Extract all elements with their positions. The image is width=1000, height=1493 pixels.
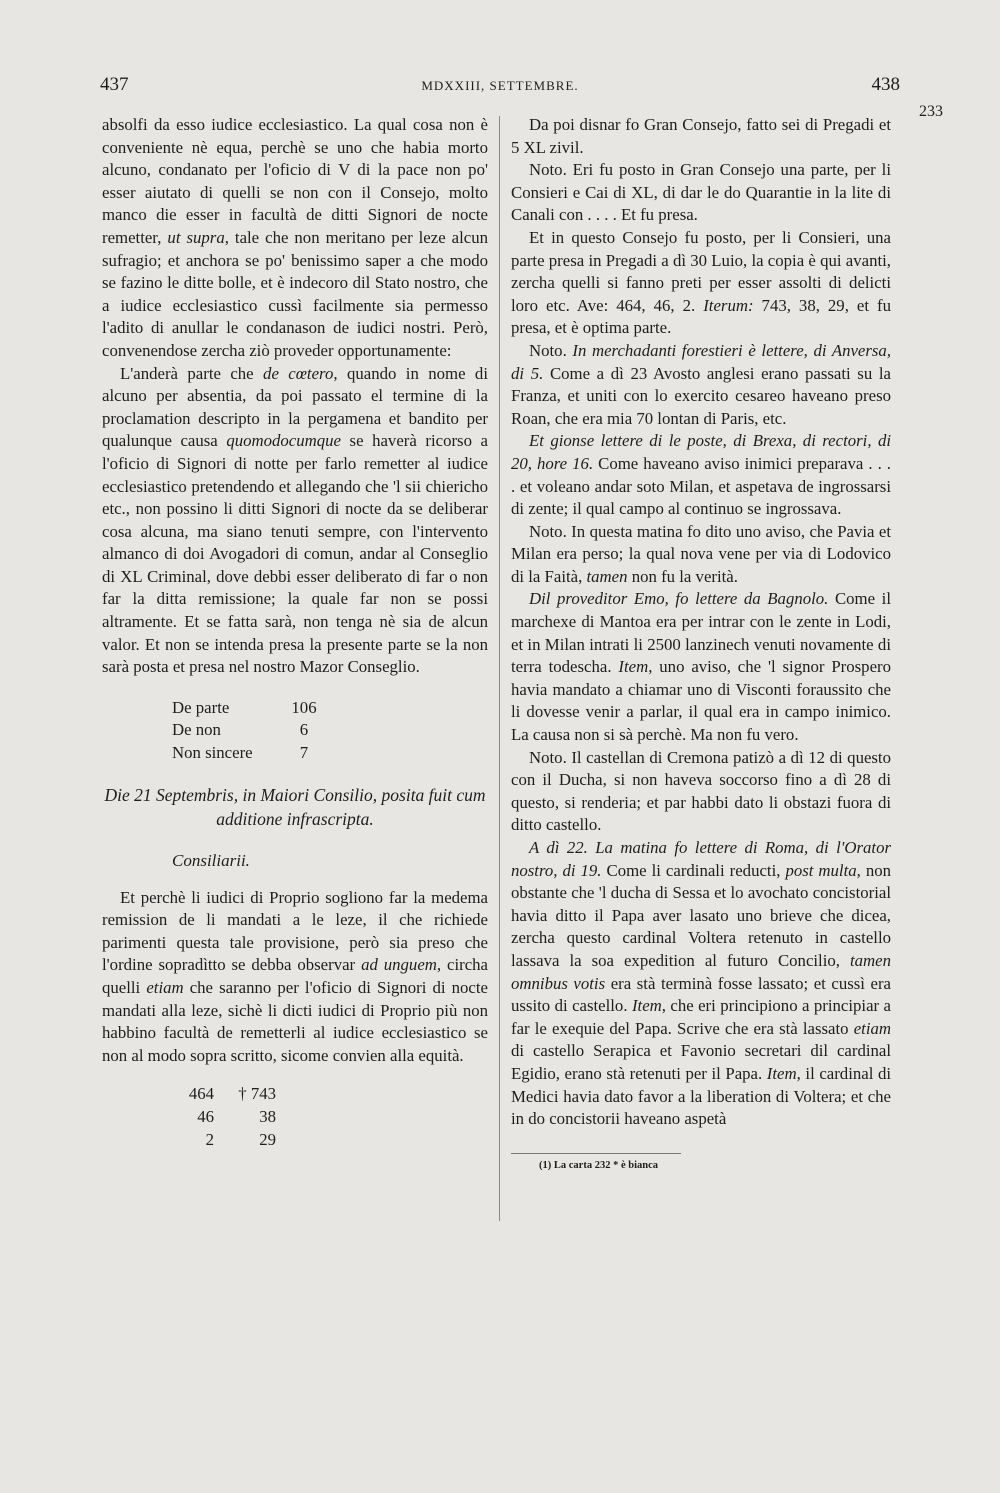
paragraph: Noto. In questa matina fo dito uno aviso, che Pavia et Milan era perso; la qual nova vene per via di Lodovico di la Faità, tamen non fu la verità. bbox=[511, 521, 891, 586]
paragraph: Et in questo Consejo fu posto, per li Consieri, una parte presa in Pregadi a dì 30 Luio, la copia è qui avanti, zercha quelli si fanno preti per esser assolti di delicti loro etc. Ave: 464, 46, 2. Iterum: 743, 38, 29, et fu presa, et è optima parte. bbox=[511, 227, 891, 338]
italic-phrase: ad unguem bbox=[361, 955, 437, 975]
italic-phrase: etiam bbox=[853, 1018, 891, 1038]
paragraph: Noto. Eri fu posto in Gran Consejo una parte, per li Consieri e Cai di XL, di dar le do Quarantie in la lite di Canali con . . . . Et fu presa. bbox=[511, 160, 891, 225]
tally-first-vote: 464 bbox=[188, 1084, 214, 1104]
tally-second-vote: † 743 bbox=[238, 1084, 276, 1104]
italic-phrase: tamen bbox=[586, 566, 628, 586]
tally-second-vote: 29 bbox=[259, 1129, 276, 1149]
vote-row bbox=[172, 742, 488, 765]
italic-phrase: tamen omnibus votis bbox=[511, 950, 891, 993]
tally-first-vote: 46 bbox=[197, 1106, 214, 1126]
italic-phrase: In merchadanti forestieri è lettere, di Anversa, di 5. bbox=[511, 340, 892, 383]
italic-phrase: Iterum: bbox=[703, 295, 754, 315]
paragraph: Noto. Il castellan di Cremona patizò a dì 12 di questo con il Ducha, si non haveva soccorso fino a dì 28 di questo, si renderia; et par habbi dato li obstazi fuora di ditto castello. bbox=[511, 747, 891, 835]
italic-phrase: Dil proveditor Emo, fo lettere da Bagnolo. bbox=[529, 589, 829, 609]
italic-phrase: etiam bbox=[146, 978, 184, 997]
italic-phrase: de cœtero bbox=[263, 363, 334, 383]
vote-count: 6 bbox=[299, 720, 309, 740]
vote-row bbox=[172, 719, 488, 742]
vote-count: 106 bbox=[291, 697, 317, 717]
vote-row bbox=[172, 697, 488, 720]
vote-label: De parte bbox=[172, 697, 230, 717]
decree-paragraph: Et perchè li iudici di Proprio sogliono far la medema remission de li mandati a le leze, il che richiede parimenti questa tale provisione, però sia preso che l'ordine sopradìtto se debba observar ad unguem, circha quelli etiam che saranno per l'oficio di Signori di nocte mandati alla leze, sichè li dicti iudici di Proprio più non habbino facultà de remetterli al iudice ecclesiastico se non al modo sopra scritto, sicome convien alla equità. bbox=[102, 887, 488, 1065]
italic-phrase: quomodocumque bbox=[226, 431, 341, 451]
italic-phrase: ut supra bbox=[167, 227, 225, 247]
running-header bbox=[100, 74, 900, 104]
right-column bbox=[511, 114, 891, 1171]
paragraph: Da poi disnar fo Gran Consejo, fatto sei di Pregadi et 5 XL zivil. bbox=[511, 115, 891, 157]
tally-first-vote: 2 bbox=[205, 1129, 214, 1149]
paragraph: Noto. In merchadanti forestieri è lettere, di Anversa, di 5. Come a dì 23 Avosto anglesi erano passati su la Franza, et uniti con lo exercito cesareo haveano preso Roan, che era mia 70 lontan di Paris, etc. bbox=[511, 340, 892, 428]
left-page-number: 437 bbox=[100, 74, 129, 95]
tally-row bbox=[174, 1083, 488, 1106]
italic-phrase: Et gionse lettere di le poste, di Brexa, di rectori, di 20, hore 16. bbox=[511, 431, 891, 473]
paragraph: absolfi da esso iudice ecclesiastico. La qual cosa non è conveniente nè equa, perchè se uno che habia morto alcuno, condanato per l'oficio di V di la pace non po' esser aiutato di quelli se non con il Consejo, molto manco die esser in facultà de ditti Signori de nocte remetter, ut supra, tale che non meritano per leze alcun sufragio; et anchora se po' benissimo saper a che modo se fazino le ditte bolle, et è indecoro dil Stato nostro, che a iudice ecclesiastico cussì facilmente sia permesso l'adito di anullar le condanason de iudici nostri. Però, convenendose zercha ziò proveder opportunamente: bbox=[102, 115, 488, 360]
paragraph: Dil proveditor Emo, fo lettere da Bagnolo. Come il marchexe di Mantoa era per intrar con le zente in Lodi, et in Milan intrati li 2500 lanzinech venuti novamente di terra todescha. Item, uno aviso, che 'l signor Prospero havia mandato a chiamar uno di Visconti foraussito che li dovesse venir a parlar, il qual era in campo inimico. La causa non si sà perchè. Ma non fu vero. bbox=[511, 589, 891, 745]
footnote: (1) La carta 232 * è bianca bbox=[539, 1159, 658, 1171]
tally-second-vote: 38 bbox=[259, 1106, 276, 1126]
italic-phrase: Item bbox=[766, 1063, 797, 1083]
running-title: MDXXIII, SETTEMBRE. bbox=[421, 78, 579, 93]
vote-label: De non bbox=[172, 720, 221, 740]
paragraph: L'anderà parte che de cœtero, quando in nome di alcuno per absentia, da poi passato el termine di la proclamation descripto in la pergamena et bandito per qualunque causa quomodocumque se haverà ricorso a l'oficio di Signori di notte per farlo remetter al iudice ecclesiastico pretendendo et allegando che 'l sii chiericho etc., non possino li ditti Signori di nocte da se deliberar cosa alcuna, ma siano tenuti sempre, con l'intervento almanco di doi Avogadori di comun, andar al Conseglio di XL Criminal, dove debbi esser deliberato di far o non far la ditta remissione; la quale far non se possi altramente. Et se fatta sarà, non tenga nè sia de alcun valor. Et non se intenda presa la presente parte se la non sarà posta et presa nel nostro Mazor Conseglio. bbox=[102, 363, 488, 677]
column-divider bbox=[499, 116, 500, 1221]
tally-row bbox=[174, 1106, 488, 1129]
paragraph: Et gionse lettere di le poste, di Brexa, di rectori, di 20, hore 16. Come haveano aviso inimici preparava . . . . et voleano andar soto Milan, et aspetava de ingrossarsi di zente; il qual campo al continuo se ingrossava. bbox=[511, 431, 891, 519]
italic-phrase: A dì 22. La matina fo lettere di Roma, di l'Orator nostro, di 19. bbox=[511, 838, 891, 880]
consiliarii-heading: Consiliarii. bbox=[172, 850, 250, 870]
italic-phrase: Item bbox=[631, 996, 662, 1016]
italic-phrase: Item bbox=[618, 657, 649, 677]
vote-tally bbox=[174, 1083, 488, 1151]
italic-phrase: post multa bbox=[785, 860, 857, 880]
vote-count: 7 bbox=[299, 743, 309, 763]
left-column bbox=[102, 114, 488, 1151]
paragraph: A dì 22. La matina fo lettere di Roma, di l'Orator nostro, di 19. Come li cardinali reducti, post multa, non obstante che 'l ducha di Sessa et lo avochato concistorial havia ditto il Papa aver lasato uno brieve che dicea, zercha questo cardinal Voltera retenuto in castello lassava la soa expedition al futuro Concilio, tamen omnibus votis era stà terminà fosse lassato; et cussì era ussito di castello. Item, che eri principiono a principiar a far le exequie del Papa. Scrive che era stà lassato etiam di castello Serapica et Favonio secretari dil cardinal Egidio, erano stà retenuti per il Papa. Item, il cardinal di Medici havia dato favor a la liberation di Voltera; et che in do concistorii haveano aspetà bbox=[511, 838, 892, 1129]
right-page-number: 438 bbox=[871, 74, 900, 95]
vote-label: Non sincere bbox=[172, 743, 253, 763]
margin-folio-note: 233 bbox=[919, 103, 943, 120]
decree-heading: Die 21 Septembris, in Maiori Consilio, posita fuit cum additione infrascripta. bbox=[104, 784, 486, 829]
tally-row bbox=[174, 1129, 488, 1152]
vote-results bbox=[172, 697, 488, 765]
footnote-rule bbox=[511, 1153, 681, 1154]
